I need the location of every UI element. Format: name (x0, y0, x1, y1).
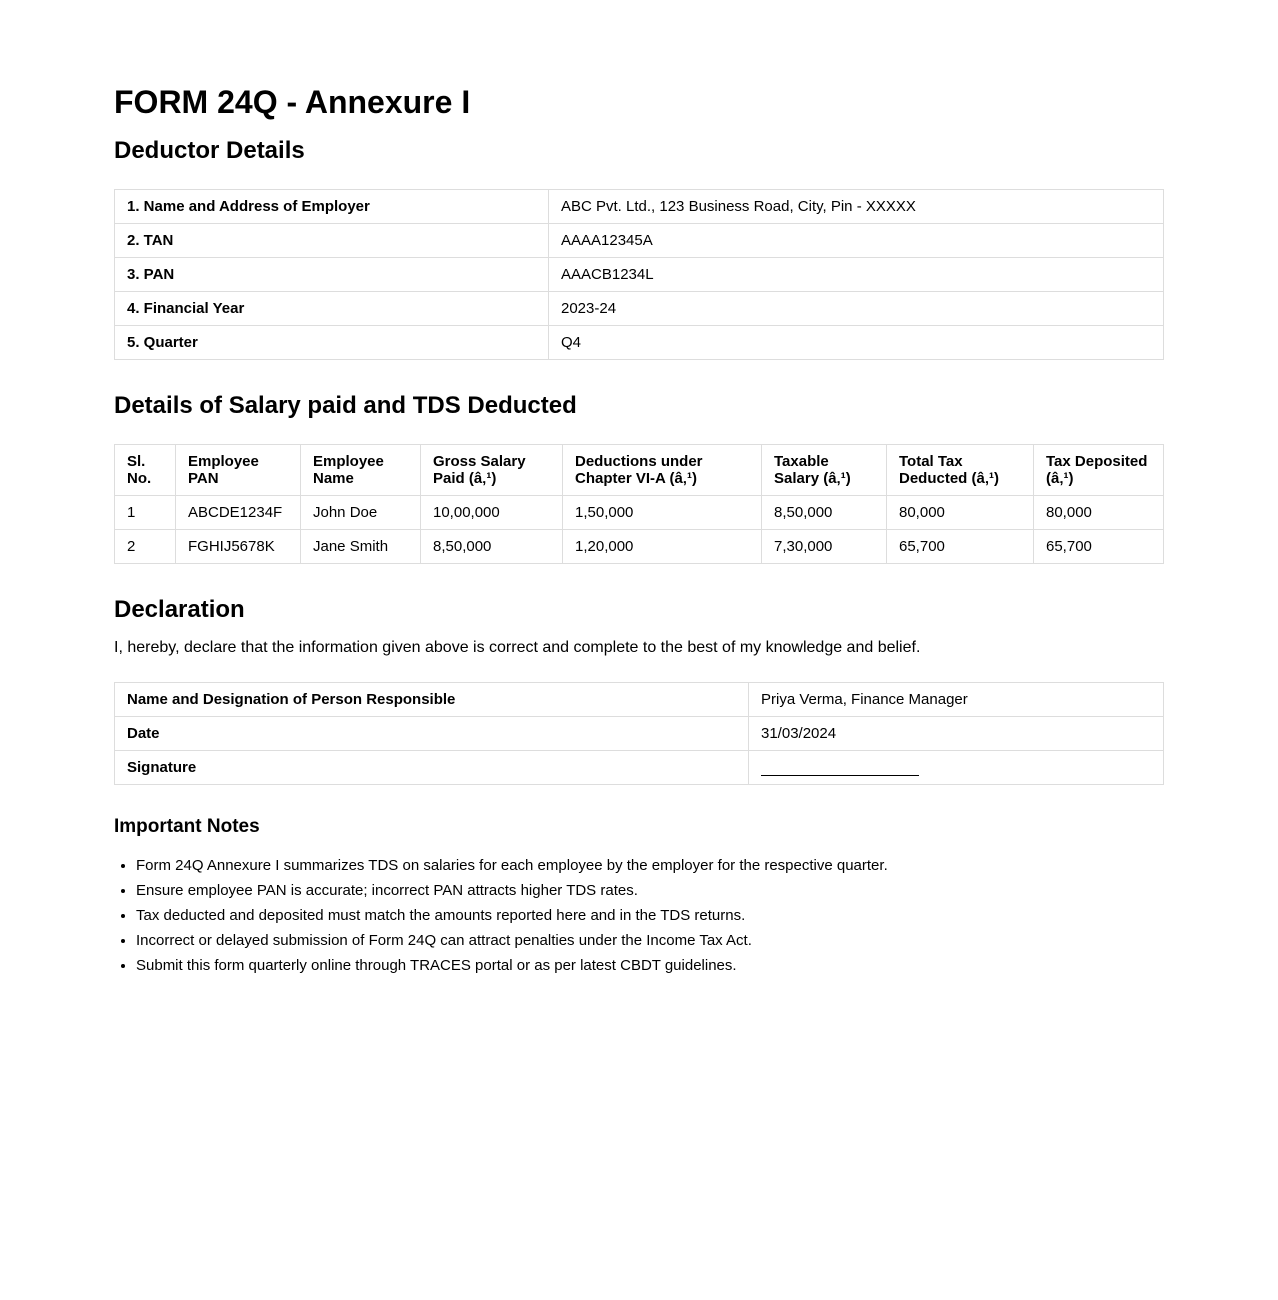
table-row (115, 190, 1164, 224)
salary-heading: Details of Salary paid and TDS Deducted (114, 392, 577, 419)
deductor-label-employer: 1. Name and Address of Employer (115, 190, 549, 224)
header-taxable-salary: Taxable Salary (â‚¹) (762, 445, 887, 496)
table-row (115, 530, 1164, 564)
cell-sl-no: 1 (115, 496, 176, 530)
table-row (115, 224, 1164, 258)
table-row (115, 683, 1164, 717)
cell-taxable-salary: 7,30,000 (762, 530, 887, 564)
cell-sl-no: 2 (115, 530, 176, 564)
list-item: • Tax deducted and deposited must match the amounts reported here and in the TDS returns. (136, 903, 888, 928)
deductor-value-tan: AAAA12345A (549, 224, 1164, 258)
header-gross-salary: Gross Salary Paid (â‚¹) (421, 445, 563, 496)
cell-tax-deposited: 80,000 (1034, 496, 1164, 530)
table-row (115, 258, 1164, 292)
signature-cell (749, 751, 1164, 785)
header-employee-name: Employee Name (301, 445, 421, 496)
cell-total-tax: 80,000 (887, 496, 1034, 530)
cell-taxable-salary: 8,50,000 (762, 496, 887, 530)
header-tax-deposited: Tax Deposited (â‚¹) (1034, 445, 1164, 496)
list-item: • Ensure employee PAN is accurate; incorrect PAN attracts higher TDS rates. (136, 878, 888, 903)
deductor-value-quarter: Q4 (549, 326, 1164, 360)
deductor-label-tan: 2. TAN (115, 224, 549, 258)
cell-employee-pan: FGHIJ5678K (176, 530, 301, 564)
deductor-value-fy: 2023-24 (549, 292, 1164, 326)
notes-heading: Important Notes (114, 816, 260, 837)
header-employee-pan: Employee PAN (176, 445, 301, 496)
deductor-table (114, 189, 1164, 360)
deductor-label-quarter: 5. Quarter (115, 326, 549, 360)
cell-deductions: 1,20,000 (563, 530, 762, 564)
list-item: • Form 24Q Annexure I summarizes TDS on salaries for each employee by the employer for the respective quarter. (136, 853, 888, 878)
cell-gross-salary: 8,50,000 (421, 530, 563, 564)
table-row (115, 496, 1164, 530)
deductor-value-pan: AAACB1234L (549, 258, 1164, 292)
cell-employee-name: Jane Smith (301, 530, 421, 564)
declaration-value-date: 31/03/2024 (749, 717, 1164, 751)
header-deductions: Deductions under Chapter VI-A (â‚¹) (563, 445, 762, 496)
table-row (115, 292, 1164, 326)
declaration-text: I, hereby, declare that the information given above is correct and complete to the best of my knowledge and belief. (114, 639, 921, 656)
deductor-value-employer: ABC Pvt. Ltd., 123 Business Road, City, Pin - XXXXX (549, 190, 1164, 224)
table-row (115, 717, 1164, 751)
header-total-tax: Total Tax Deducted (â‚¹) (887, 445, 1034, 496)
table-row (115, 751, 1164, 785)
cell-employee-pan: ABCDE1234F (176, 496, 301, 530)
declaration-label-signature: Signature (115, 751, 749, 785)
declaration-value-person: Priya Verma, Finance Manager (749, 683, 1164, 717)
cell-tax-deposited: 65,700 (1034, 530, 1164, 564)
salary-table (114, 444, 1164, 564)
cell-deductions: 1,50,000 (563, 496, 762, 530)
cell-total-tax: 65,700 (887, 530, 1034, 564)
table-row (115, 326, 1164, 360)
declaration-heading: Declaration (114, 596, 245, 623)
declaration-table (114, 682, 1164, 785)
cell-employee-name: John Doe (301, 496, 421, 530)
list-item: • Submit this form quarterly online through TRACES portal or as per latest CBDT guidelines. (136, 953, 888, 978)
deductor-heading: Deductor Details (114, 137, 305, 164)
declaration-label-date: Date (115, 717, 749, 751)
signature-line (761, 759, 919, 776)
deductor-label-pan: 3. PAN (115, 258, 549, 292)
declaration-label-person: Name and Designation of Person Responsible (115, 683, 749, 717)
list-item: • Incorrect or delayed submission of Form 24Q can attract penalties under the Income Tax Act. (136, 928, 888, 953)
salary-header-row (115, 445, 1164, 496)
header-sl-no: Sl. No. (115, 445, 176, 496)
page-title: FORM 24Q - Annexure I (114, 84, 471, 120)
notes-list (114, 853, 888, 978)
cell-gross-salary: 10,00,000 (421, 496, 563, 530)
deductor-label-fy: 4. Financial Year (115, 292, 549, 326)
